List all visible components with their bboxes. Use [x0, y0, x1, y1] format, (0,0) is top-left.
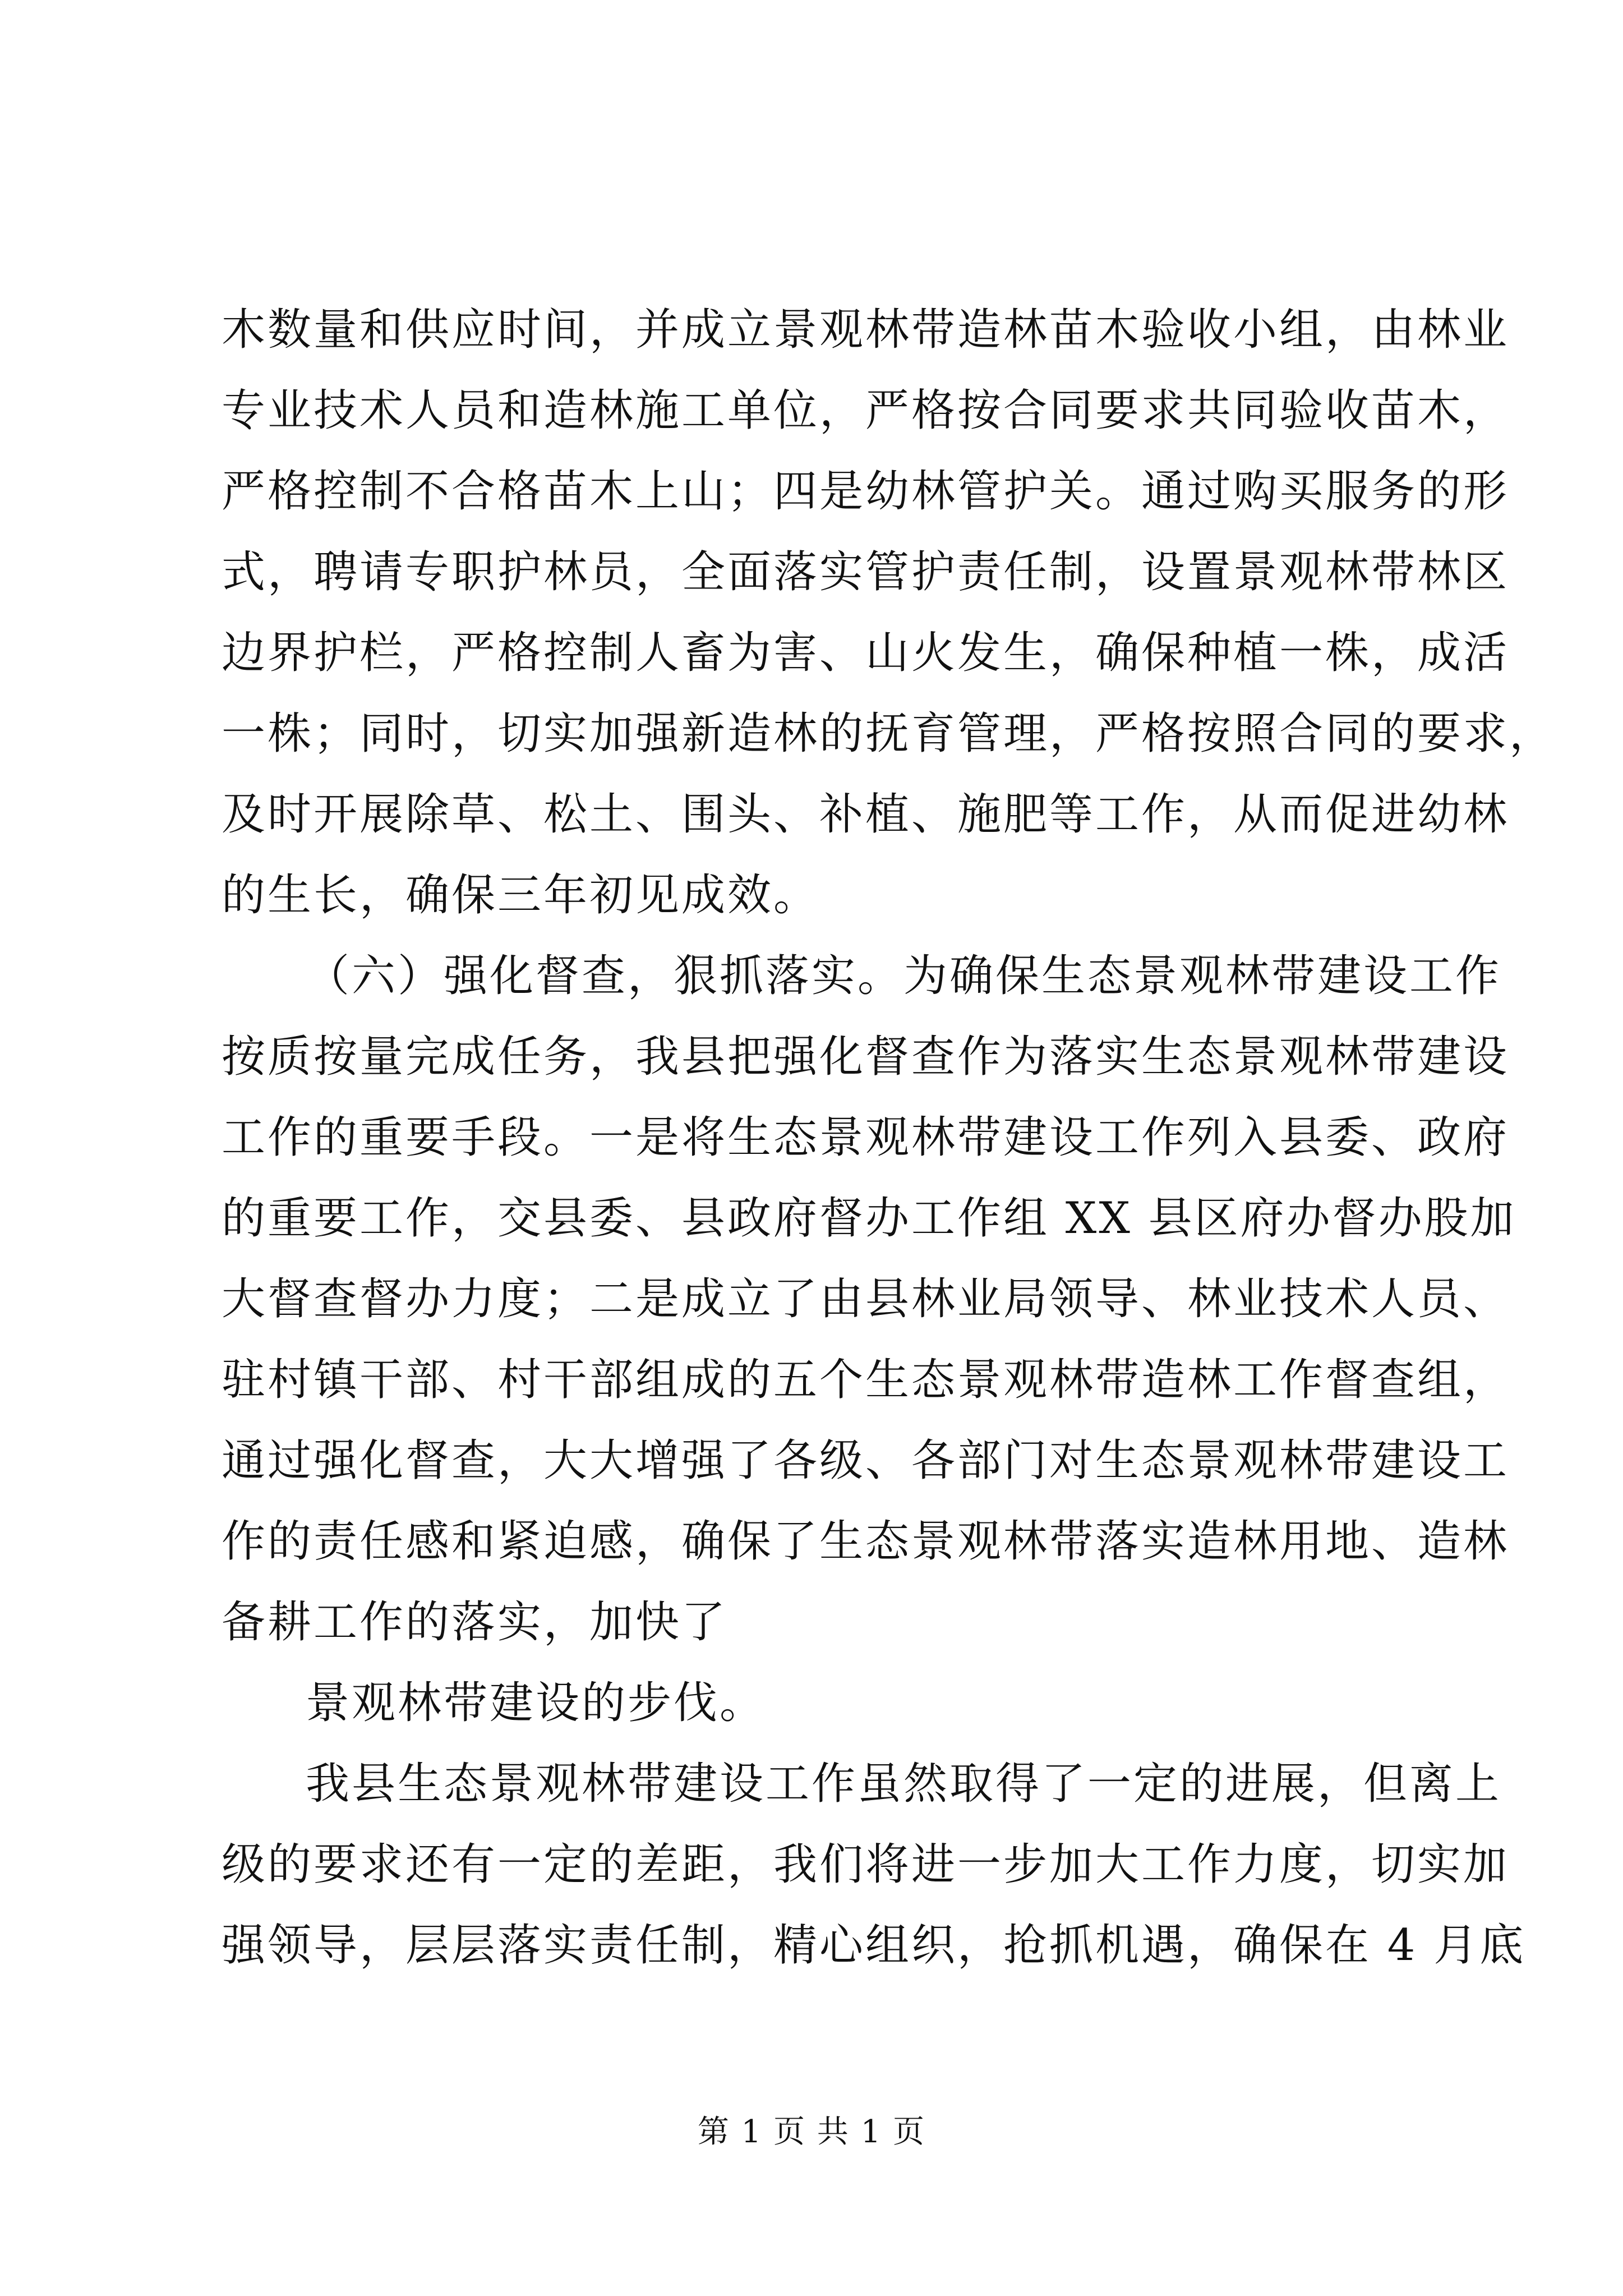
text-line: 大督查督办力度；二是成立了由县林业局领导、林业技术人员、 — [222, 1274, 1510, 1324]
text-line: 作的责任感和紧迫感，确保了生态景观林带落实造林用地、造林 — [222, 1516, 1510, 1567]
paragraph-heading-line: （六）强化督查，狠抓落实。为确保生态景观林带建设工作 — [306, 951, 1502, 1001]
text-line: 严格控制不合格苗木上山；四是幼林管护关。通过购买服务的形 — [222, 466, 1510, 517]
text-line: 的重要工作，交县委、县政府督办工作组 XX 县区府办督办股加 — [222, 1193, 1516, 1244]
page-number-footer: 第 1 页 共 1 页 — [697, 2114, 926, 2150]
text-line: 工作的重要手段。一是将生态景观林带建设工作列入县委、政府 — [222, 1112, 1510, 1163]
text-line: 的生长，确保三年初见成效。 — [222, 870, 820, 921]
text-line: 景观林带建设的步伐。 — [306, 1678, 766, 1728]
text-line: 驻村镇干部、村干部组成的五个生态景观林带造林工作督查组， — [222, 1355, 1510, 1405]
text-line: 强领导，层层落实责任制，精心组织，抢抓机遇，确保在 4 月底 — [222, 1920, 1526, 1971]
text-line: 木数量和供应时间，并成立景观林带造林苗木验收小组，由林业 — [222, 305, 1510, 355]
text-line: 按质按量完成任务，我县把强化督查作为落实生态景观林带建设 — [222, 1032, 1510, 1082]
text-line: 一株；同时，切实加强新造林的抚育管理，严格按照合同的要求， — [222, 708, 1556, 759]
text-line: 备耕工作的落实，加快了 — [222, 1597, 728, 1648]
text-line: 级的要求还有一定的差距，我们将进一步加大工作力度，切实加 — [222, 1839, 1510, 1890]
text-line: 及时开展除草、松土、围头、补植、施肥等工作，从而促进幼林 — [222, 789, 1510, 840]
text-line: 通过强化督查，大大增强了各级、各部门对生态景观林带建设工 — [222, 1435, 1510, 1486]
text-line: 式，聘请专职护林员，全面落实管护责任制，设置景观林带林区 — [222, 547, 1510, 597]
text-line: 专业技术人员和造林施工单位，严格按合同要求共同验收苗木， — [222, 385, 1510, 436]
text-line: 边界护栏，严格控制人畜为害、山火发生，确保种植一株，成活 — [222, 628, 1510, 678]
paragraph-first-line: 我县生态景观林带建设工作虽然取得了一定的进展，但离上 — [306, 1759, 1502, 1809]
